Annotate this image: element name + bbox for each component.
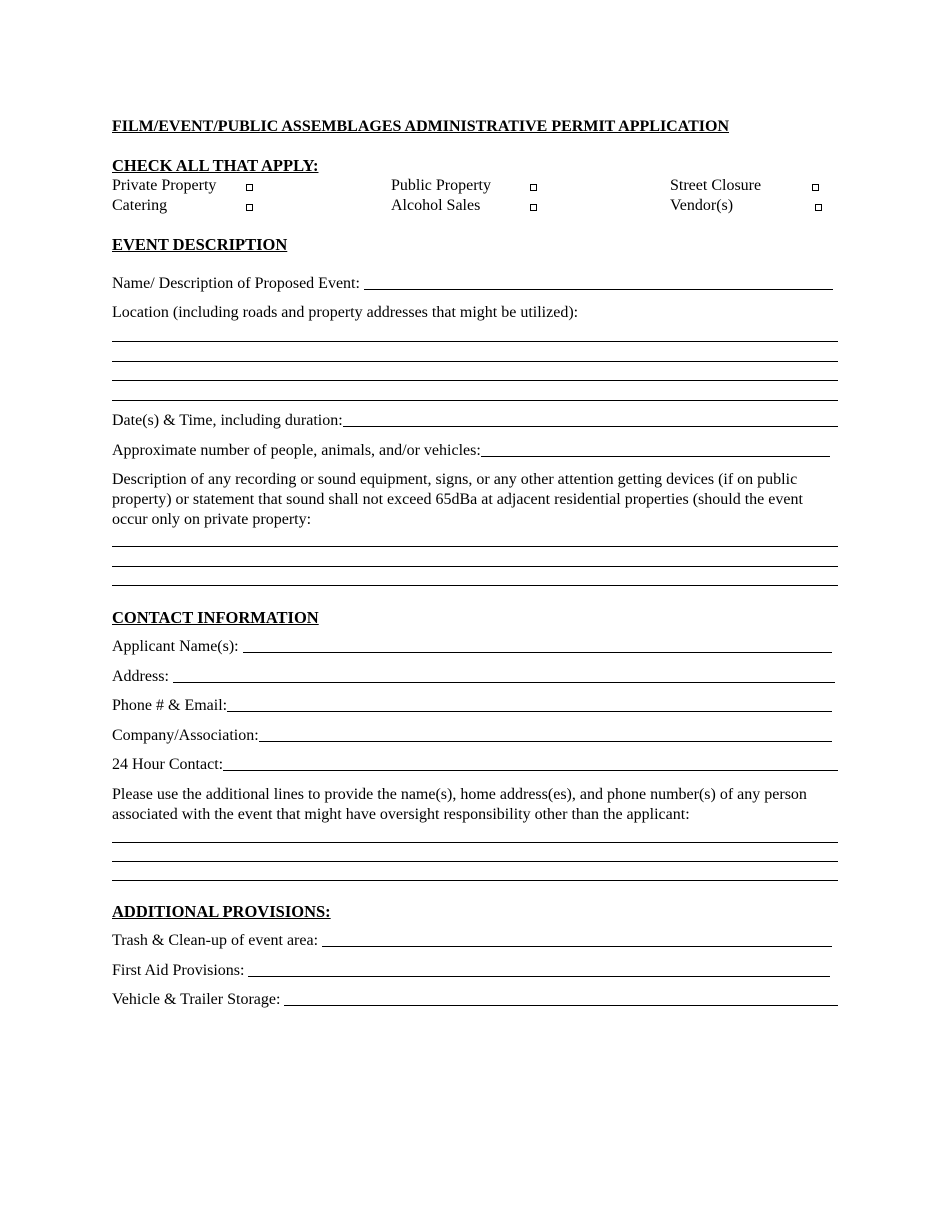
catering-checkbox[interactable] [246, 204, 253, 211]
street-closure-checkbox[interactable] [812, 184, 819, 191]
people-line[interactable] [481, 455, 830, 457]
option-private-property-label: Private Property [112, 177, 217, 194]
people-label: Approximate number of people, animals, and/or vehicles: [112, 442, 481, 459]
additional-persons-label: Please use the additional lines to provide the name(s), home address(es), and phone number(s) of any person associated with the event that might have oversight responsibility other than the applicant: [112, 786, 807, 823]
vehicle-storage-line[interactable] [284, 1004, 838, 1006]
dates-field[interactable] [112, 411, 838, 431]
phone-email-field[interactable] [112, 696, 832, 716]
contact24-label: 24 Hour Contact: [112, 756, 224, 773]
company-label: Company/Association: [112, 727, 259, 744]
option-street-closure-label: Street Closure [670, 177, 762, 194]
address-label: Address: [112, 668, 169, 685]
location-line-2[interactable] [112, 361, 838, 362]
first-aid-label: First Aid Provisions: [112, 962, 245, 979]
sound-line-2[interactable] [112, 566, 838, 567]
first-aid-field[interactable] [112, 961, 830, 981]
applicant-line[interactable] [243, 651, 832, 653]
contact24-line[interactable] [223, 769, 838, 771]
company-line[interactable] [259, 740, 832, 742]
dates-line[interactable] [343, 425, 838, 427]
vehicle-storage-label: Vehicle & Trailer Storage: [112, 991, 281, 1008]
alcohol-sales-checkbox[interactable] [530, 204, 537, 211]
address-line[interactable] [173, 681, 835, 683]
option-alcohol-sales-label: Alcohol Sales [391, 197, 481, 214]
vendors-checkbox[interactable] [815, 204, 822, 211]
company-field[interactable] [112, 726, 832, 746]
location-line-4[interactable] [112, 400, 838, 401]
sound-line-3[interactable] [112, 585, 838, 586]
location-line-3[interactable] [112, 380, 838, 381]
additional-line-2[interactable] [112, 861, 838, 862]
private-property-checkbox[interactable] [246, 184, 253, 191]
event-description-heading: EVENT DESCRIPTION [112, 235, 288, 254]
trash-line[interactable] [322, 945, 832, 947]
people-field[interactable] [112, 441, 830, 461]
additional-line-3[interactable] [112, 880, 838, 881]
location-line-1[interactable] [112, 341, 838, 342]
additional-provisions-heading: ADDITIONAL PROVISIONS: [112, 902, 331, 921]
form-title: FILM/EVENT/PUBLIC ASSEMBLAGES ADMINISTRATIVE PERMIT APPLICATION [112, 118, 729, 135]
event-name-line[interactable] [364, 288, 833, 290]
first-aid-line[interactable] [248, 975, 830, 977]
option-public-property-label: Public Property [391, 177, 491, 194]
check-all-heading: CHECK ALL THAT APPLY: [112, 156, 319, 175]
contact-information-heading: CONTACT INFORMATION [112, 608, 319, 627]
sound-description-label: Description of any recording or sound equipment, signs, or any other attention getting devices (if on public property) or statement that sound shall not exceed 65dBa at adjacent residential properties (should the event occur only on private property: [112, 471, 803, 528]
phone-email-line[interactable] [227, 710, 832, 712]
applicant-field[interactable] [112, 637, 832, 657]
location-label: Location (including roads and property addresses that might be utilized): [112, 304, 579, 321]
trash-field[interactable] [112, 931, 832, 951]
applicant-label: Applicant Name(s): [112, 638, 239, 655]
event-name-label: Name/ Description of Proposed Event: [112, 275, 360, 292]
additional-line-1[interactable] [112, 842, 838, 843]
phone-email-label: Phone # & Email: [112, 697, 228, 714]
trash-label: Trash & Clean-up of event area: [112, 932, 319, 949]
event-name-field[interactable] [112, 274, 833, 294]
contact24-field[interactable] [112, 755, 838, 775]
vehicle-storage-field[interactable] [112, 990, 838, 1010]
sound-line-1[interactable] [112, 546, 838, 547]
dates-label: Date(s) & Time, including duration: [112, 412, 343, 429]
option-vendors-label: Vendor(s) [670, 197, 734, 214]
address-field[interactable] [112, 667, 835, 687]
public-property-checkbox[interactable] [530, 184, 537, 191]
option-catering-label: Catering [112, 197, 168, 214]
